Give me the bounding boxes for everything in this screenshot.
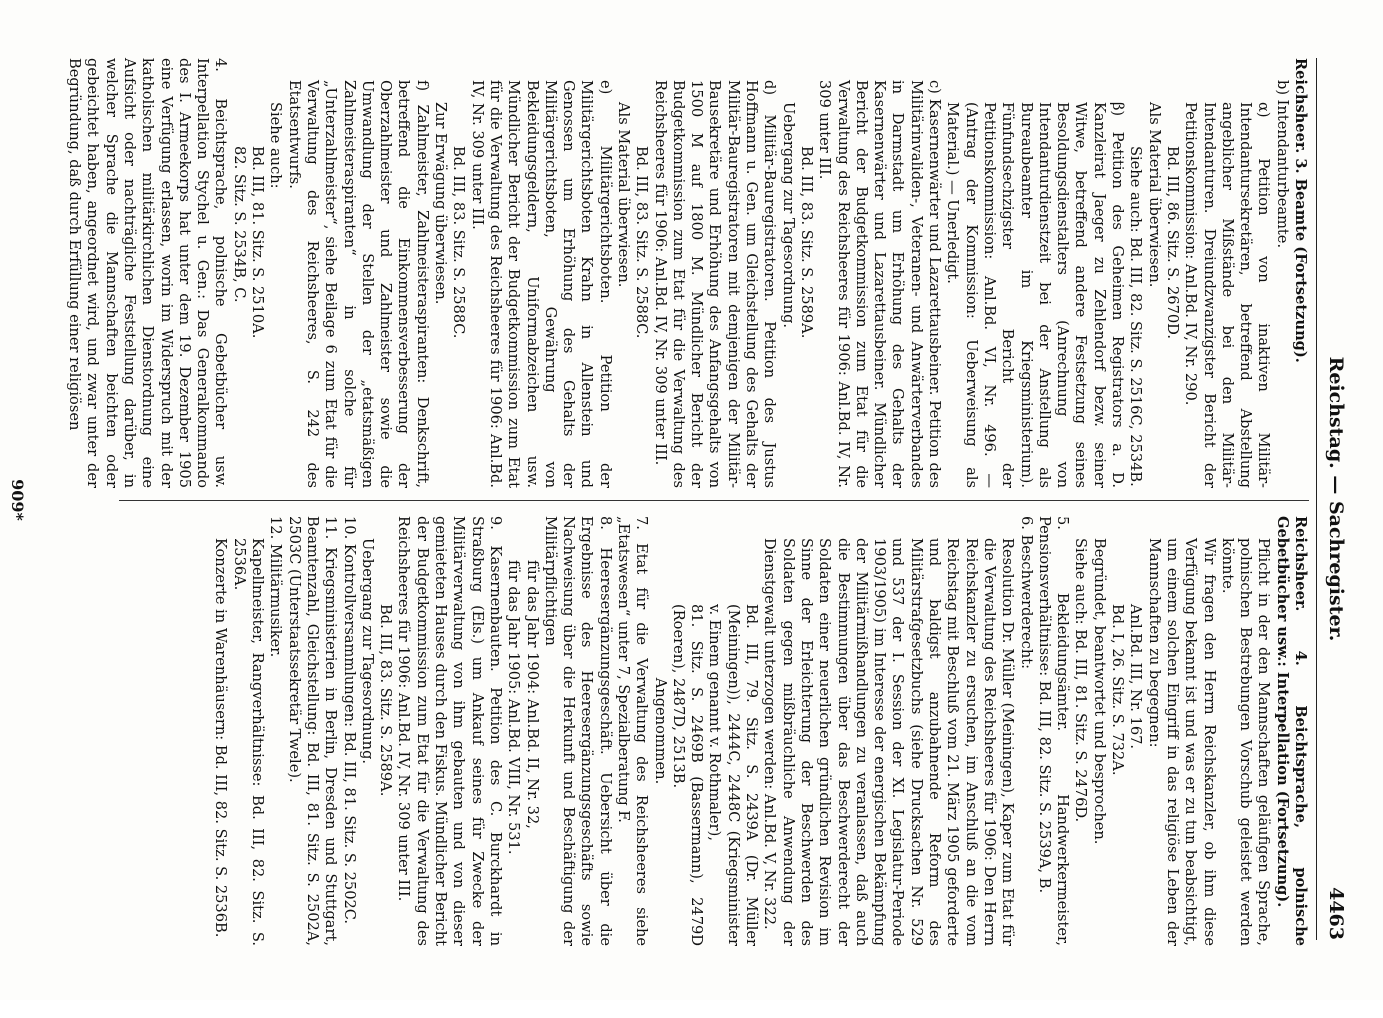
index-entry: b) Intendanturbeamte.: [1273, 80, 1291, 249]
index-entry: Bd. I, 26. Sitz. S. 732A.: [1109, 604, 1127, 776]
right-column: [211, 516, 1309, 946]
index-entry: für das Jahr 1904: Anl.Bd. II, Nr. 32,: [523, 560, 541, 829]
index-entry: Bd. III, 83. Sitz. S. 2588C.: [633, 146, 651, 339]
index-entry: d) Militär-Bauregistratoren. Petition des Justus Hoffmann u. Gen. um Gleichstellung des Gehalts der Militär-Bauregistratoren mit demjenigen der Militär-Bausekretäre und Erhöhung des Anfangsgehalts von 1500 M auf 1800 M. Mündlicher Bericht der Budgetkommission zum Etat für die Verwaltung des Reichsheeres für 1906: Anl.Bd. IV, Nr. 309 unter III.: [651, 80, 779, 488]
index-entry: Bd. III, 79. Sitz. S. 2439A (Dr. Müller (Meiningen)), 2444C, 2448C (Kriegsminister v. Einem genannt v. Rothmaler),: [706, 604, 761, 946]
index-entry: Uebergang zur Tagesordnung.: [358, 538, 376, 765]
index-entry: 11. Kriegsministerien in Berlin, Dresden und Stuttgart, Beamtenzahl, Gleichstellung: Bd. III, 81. Sitz. S. 2502A, 2503C (Unterstaatssekretär Twele).: [285, 516, 340, 946]
index-entry: 8. Heeresergänzungsgeschäft. Uebersicht über die Ergebnisse des Heeresergänzungsgeschäfts sowie Nachweisung über die Herkunft und Beschäftigung der Militärpflichtigen: [541, 516, 614, 946]
index-entry: Siehe auch: Bd. III, 81. Sitz. S. 2476D.: [1072, 538, 1090, 823]
index-entry: Als Material überwiesen.: [615, 102, 633, 288]
index-entry: 82. Sitz. S. 2534B, C.: [230, 146, 248, 303]
index-entry: Uebergang zur Tagesordnung.: [779, 102, 797, 329]
sheet-signature: 909*: [8, 479, 27, 521]
index-entry: 6. Beschwerderecht:: [1017, 516, 1035, 670]
index-entry: für das Jahr 1905: Anl.Bd. VIII, Nr. 531.: [505, 560, 523, 855]
index-entry: Bd. III, 86. Sitz. S. 2670D.: [1163, 146, 1181, 339]
index-entry: 10. Kontrollversammlungen: Bd. III, 81. Sitz. S. 2502C.: [340, 516, 358, 925]
header-rule: [1316, 58, 1317, 940]
index-entry: Bd. III, 83. Sitz. S. 2589A.: [377, 604, 395, 797]
index-entry: β) Petition des Geheimen Registrators a. D. Kanzleirat Jaeger zu Zehlendorf bezw. seiner Witwe, betreffend andere Festsetzung seines Besoldungsdienstalters (Anrechnung von Intendanturdienstzeit bei der Anstellung als Bureaubeamter im Kriegsministerium). Fünfundsechzigster Bericht der Petitionskommission: Anl.Bd. VI, Nr. 496. — (Antrag der Kommission: Ueberweisung als Material.) — Unerledigt.: [944, 102, 1127, 488]
index-entry: Begründet, beantwortet und besprochen.: [1090, 538, 1108, 845]
index-entry: Reichsheer. 3. Beamte (Fortsetzung).: [1292, 58, 1309, 363]
index-entry: 12. Militärmusiker.: [267, 516, 285, 658]
index-entry: 5. Bekleidungsämter. Handwerkermeister, Pensionsverhältnisse: Bd. III, 82. Sitz. S. 2539A, B.: [1035, 516, 1072, 946]
index-entry: α) Petition von inaktiven Militär-Intendantursekretären, betreffend Abstellung angeblicher Mißstände bei den Militär-Intendanturen. Dreiundzwanzigster Bericht der Petitionskommission: Anl.Bd. IV, Nr. 290.: [1182, 102, 1273, 488]
index-entry: c) Kasernenwärter und Lazarettausbeiner. Petition des Militärinvaliden-, Veteranen- und Anwärterverbandes in Darmstadt um Erhöhung des Gehalts der Kasernenwärter und Lazarettausbeiner. Mündlicher Bericht der Budgetkommission zum Etat für die Verwaltung des Reichsheeres für 1906: Anl.Bd. IV, Nr. 309 unter III.: [816, 80, 944, 488]
page-header: [1321, 58, 1347, 940]
index-entry: Siehe auch: Bd. III, 82. Sitz. S. 2516C, 2534B.: [1127, 146, 1145, 487]
index-entry: Reichsheer. 4. Beichtsprache, polnische Gebetbücher usw.: Interpellation (Fortsetzung).: [1273, 516, 1309, 946]
index-entry: Siehe auch:: [267, 102, 285, 189]
index-entry: Bd. III, 83. Sitz. S. 2588C.: [450, 146, 468, 339]
index-entry: Angenommen.: [651, 677, 669, 785]
index-entry: 9. Kasernenbauten. Petition des C. Burckhardt in Straßburg (Els.) um Ankauf seines für Zwecke der Militärverwaltung von ihm gebauten und von dieser gemieteten Hauses durch den Fiskus. Mündlicher Bericht der Budgetkommission zum Etat für die Verwaltung des Reichsheeres für 1906: Anl.Bd. IV, Nr. 309 unter III.: [395, 516, 504, 946]
index-entry: Als Material überwiesen.: [1145, 102, 1163, 288]
index-entry: Anl.Bd. III, Nr. 167.: [1127, 604, 1145, 750]
index-entry: Kapellmeister, Rangverhältnisse: Bd. III, 82. Sitz. S. 2536A.: [230, 538, 267, 946]
page-number: 4463: [1325, 887, 1347, 940]
left-column: [65, 58, 1309, 488]
header-title: Reichstag. — Sachregister.: [1325, 356, 1347, 642]
index-entry: Bd. III, 81. Sitz. S. 2510A.: [249, 146, 267, 339]
index-entry: 81. Sitz. S. 2469B (Bassermann), 2479D (Roeren), 2487D, 2513B.: [669, 604, 706, 946]
index-entry: Konzerte in Warenhäusern: Bd. III, 82. Sitz. S. 2536B.: [212, 538, 230, 938]
index-entry: Wir fragen den Herrn Reichskanzler, ob ihm diese Verfügung bekannt ist und was er zu tun beabsichtigt, um einem solchen Eingriff in das religiöse Leben der Mannschaften zu begegnen:: [1145, 538, 1218, 946]
index-entry: Pflicht in der den Mannschaften geläufigen Sprache, polnischen Bestrebungen Vorschub geleistet werden könnte.: [1218, 538, 1273, 946]
index-entry: e) Militärgerichtsboten. Petition der Militärgerichtsboten Krahn in Allenstein und Genossen um Erhöhung des Gehalts der Militärgerichtsboten, Gewährung von Bekleidungsgeldern, Uniformabzeichen usw. Mündlicher Bericht der Budgetkommission zum Etat für die Verwaltung des Reichsheeres für 1906: Anl.Bd. IV, Nr. 309 unter III.: [468, 80, 614, 488]
index-entry: f) Zahlmeister, Zahlmeisteraspiranten: Denkschrift, betreffend die Einkommensverbesserung der Oberzahlmeister und Zahlmeister sowie die Umwandlung der Stellen der „etatsmäßigen Zahlmeisteraspiranten“ in solche für „Unterzahlmeister“, siehe Beilage 6 zum Etat für die Verwaltung des Reichsheeres, S. 242 des Etatsentwurfs.: [285, 80, 431, 488]
index-entry: Bd. III, 83. Sitz. S. 2589A.: [797, 146, 815, 339]
index-entry: 7. Etat für die Verwaltung des Reichsheeres siehe „Etatswesen“ unter 7, Spezialberatung F.: [615, 516, 651, 946]
column-divider: [119, 500, 1309, 501]
index-entry: Zur Erwägung überwiesen.: [432, 102, 450, 305]
index-entry: 4. Beichtsprache, polnische Gebetbücher usw. Interpellation Stychel u. Gen.: Das Generalkommando des I. Armeekorps hat unter dem 19. Dezember 1905 eine Verfügung erlassen, worin im Widerspruch mit der katholischen militärkirchlichen Dienstordnung eine Aufsicht oder nachträgliche Feststellung darüber, in welcher Sprache die Mannschaften beichten oder gebeichtet haben, angeordnet wird, und zwar unter der Begründung, daß durch Erfüllung einer religiösen: [66, 58, 230, 488]
index-entry: Resolution Dr. Müller (Meiningen), Kaper zum Etat für die Verwaltung des Reichsheeres für 1906: Den Herrn Reichskanzler zu ersuchen, im Anschluß an die vom Reichstag mit Beschluß vom 21. März 1905 geforderte und baldigst anzubahnende Reform des Militärstrafgesetzbuchs (siehe Drucksachen Nr. 529 und 537 der I. Session der XI. Legislatur-Periode 1903/1905) im Interesse der energischen Bekämpfung der Militärmißhandlungen zu veranlassen, daß auch die Bestimmungen über das Beschwerderecht der Soldaten einer neuerlichen gründlichen Revision im Sinne der Erleichterung der Beschwerden des Soldaten gegen mißbräuchliche Anwendung der Dienstgewalt unterzogen werden: Anl.Bd. V, Nr. 322.: [761, 538, 1017, 946]
